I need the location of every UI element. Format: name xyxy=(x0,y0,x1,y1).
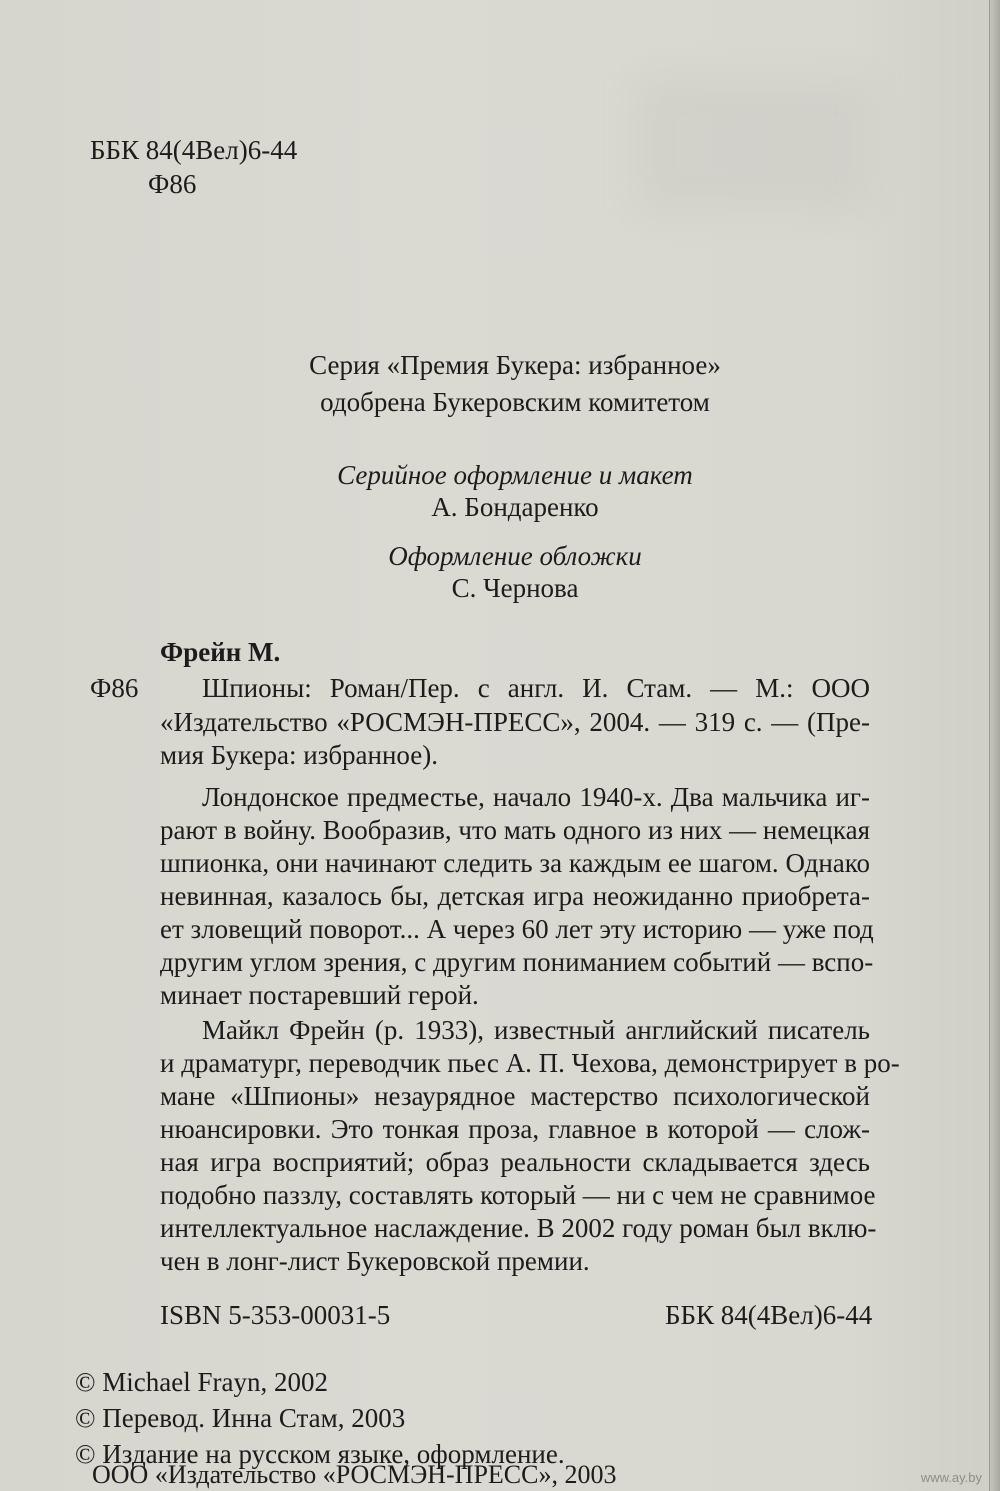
annotation-line: подобно паззлу, составлять который — ни с чем не сравнимое xyxy=(160,1180,876,1210)
series-line-2: одобрена Букеровским комитетом xyxy=(320,387,710,417)
annotation-line: чен в лонг-лист Букеровской премии. xyxy=(160,1246,590,1276)
ink-bleed xyxy=(640,80,870,210)
design-label: Серийное оформление и макет xyxy=(337,460,693,490)
annotation-line: рают в войну. Вообразив, что мать одного из них — немецкая xyxy=(160,815,870,845)
series-line-1: Серия «Премия Букера: избранное» xyxy=(309,350,721,380)
annotation-line: шпионка, они начинают следить за каждым ее шагом. Однако xyxy=(160,848,870,878)
annotation-line: и драматург, переводчик пьес А. П. Чехова, демонстрирует в ро- xyxy=(160,1048,900,1078)
top-bbk-code: ББК 84(4Вел)6-44 xyxy=(90,135,298,165)
annotation-line: ная игра восприятий; образ реальности складывается здесь xyxy=(160,1147,870,1177)
annotation-line: интеллектуальное наслаждение. В 2002 году роман был вклю- xyxy=(160,1213,877,1243)
catalog-line: мия Букера: избранное). xyxy=(160,740,438,770)
watermark: www.ay.by xyxy=(920,1470,982,1485)
copyright-line: ООО «Издательство «РОСМЭН-ПРЕСС», 2003 xyxy=(92,1460,617,1489)
copyright-line: © Издание на русском языке, оформление. xyxy=(75,1439,565,1469)
annotation-line: нюансировки. Это тонкая проза, главное в которой — слож- xyxy=(160,1114,870,1144)
catalog-line: Шпионы: Роман/Пер. с англ. И. Стам. — М.: ООО xyxy=(202,673,870,703)
bottom-bbk-code: ББК 84(4Вел)6-44 xyxy=(665,1300,873,1330)
annotation-line: Лондонское предместье, начало 1940-х. Два мальчика иг- xyxy=(202,782,870,812)
copyright-line: © Перевод. Инна Стам, 2003 xyxy=(75,1403,406,1433)
page-edge xyxy=(989,0,1000,1491)
annotation-line: минает постаревший герой. xyxy=(160,980,479,1010)
catalog-line: «Издательство «РОСМЭН-ПРЕСС», 2004. — 319 с. — (Пре- xyxy=(160,707,870,737)
annotation-line: другим углом зрения, с другим пониманием событий — вспо- xyxy=(160,947,874,977)
annotation-line: ет зловещий поворот... А через 60 лет эту историю — уже под xyxy=(160,914,874,944)
annotation-line: мане «Шпионы» незаурядное мастерство психологической xyxy=(160,1081,870,1111)
cover-label: Оформление обложки xyxy=(388,541,642,571)
cover-name: С. Чернова xyxy=(451,573,579,603)
annotation-line: Майкл Фрейн (р. 1933), известный английский писатель xyxy=(202,1015,870,1045)
isbn: ISBN 5-353-00031-5 xyxy=(160,1300,391,1330)
annotation-line: невинная, казалось бы, детская игра неожиданно приобрета- xyxy=(160,881,870,911)
top-author-code: Ф86 xyxy=(148,169,197,199)
author-heading: Фрейн М. xyxy=(160,637,281,667)
design-name: А. Бондаренко xyxy=(431,492,599,522)
copyright-line: © Michael Frayn, 2002 xyxy=(75,1367,328,1397)
catalog-code: Ф86 xyxy=(90,673,139,703)
